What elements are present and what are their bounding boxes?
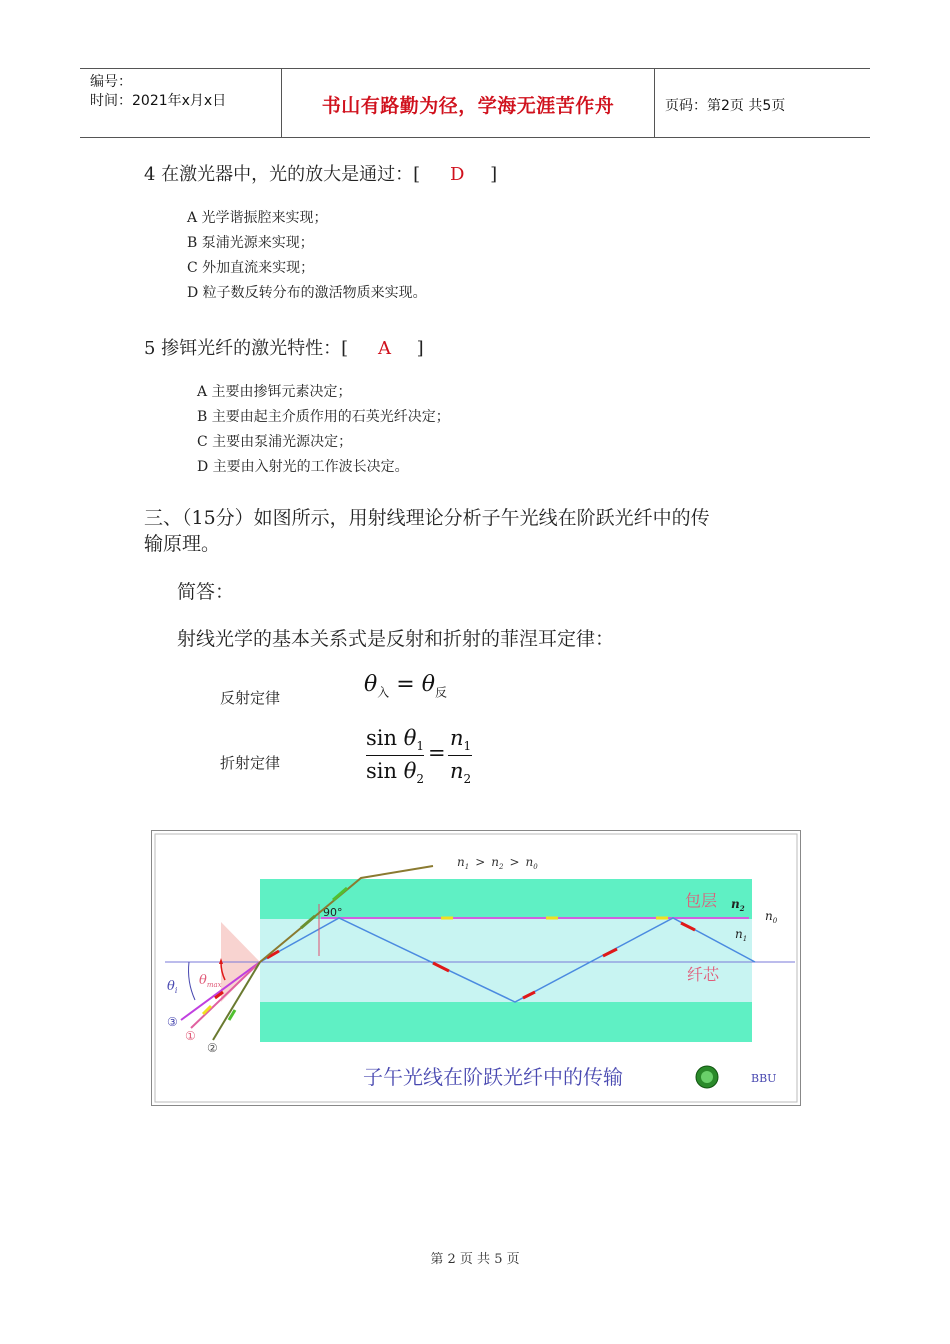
core-label: 纤芯 bbox=[687, 965, 720, 984]
q4-close: ] bbox=[490, 164, 498, 185]
equals-sign: = bbox=[396, 672, 415, 697]
subscript: 0 bbox=[533, 863, 538, 871]
q5-stem bbox=[144, 334, 424, 360]
q5-answer: A bbox=[377, 338, 391, 359]
header-motto: 书山有路勤为径，学海无涯苦作舟 bbox=[321, 95, 615, 117]
n-symbol: n bbox=[731, 897, 740, 911]
q5-close: ] bbox=[416, 338, 424, 359]
subscript: 反 bbox=[434, 685, 447, 700]
n-symbol: n bbox=[735, 927, 743, 941]
brand-label: BBU bbox=[751, 1072, 777, 1085]
n-symbol: n bbox=[765, 909, 773, 923]
q5-option: A 主要由掺铒元素决定； bbox=[197, 384, 352, 400]
answer-label: 简答： bbox=[177, 581, 235, 603]
subscript: 1 bbox=[742, 935, 748, 943]
ray-label-1: ① bbox=[185, 1029, 196, 1043]
n-symbol: n bbox=[450, 726, 464, 750]
reflection-formula bbox=[364, 672, 447, 700]
q4-stem bbox=[144, 160, 497, 186]
refraction-formula bbox=[364, 724, 474, 790]
angle-90-label: 90° bbox=[323, 906, 343, 919]
play-button-highlight bbox=[701, 1071, 713, 1083]
time-label: 时间：2021年x月x日 bbox=[90, 93, 227, 109]
theta-symbol: θ bbox=[364, 672, 378, 697]
theta-symbol: θ bbox=[421, 672, 435, 697]
sin-text: sin bbox=[366, 726, 398, 750]
equals-sign: = bbox=[428, 741, 446, 765]
ray-label-3: ③ bbox=[167, 1015, 178, 1029]
header-left bbox=[90, 73, 226, 111]
q4-answer: D bbox=[449, 164, 465, 185]
subscript: 1 bbox=[464, 863, 470, 871]
section3-title bbox=[144, 505, 710, 557]
gt-sign: > bbox=[509, 855, 520, 869]
q4-option: D 粒子数反转分布的激活物质来实现。 bbox=[187, 285, 427, 301]
reflection-label: 反射定律 bbox=[220, 689, 281, 707]
n-symbol: n bbox=[491, 855, 499, 869]
denominator-left bbox=[366, 759, 424, 786]
ray-label-2: ② bbox=[207, 1041, 218, 1055]
n-symbol: n bbox=[450, 759, 464, 783]
sin-text: sin bbox=[366, 759, 398, 783]
numerator-right bbox=[450, 726, 471, 753]
page-footer: 第 2 页 共 5 页 bbox=[430, 1252, 520, 1267]
header-page-info: 页码：第2页 共5页 bbox=[665, 98, 786, 114]
theta-symbol: θ bbox=[403, 759, 417, 783]
subscript: 1 bbox=[463, 739, 472, 754]
fiber-figure bbox=[151, 830, 801, 1106]
q4-option: B 泵浦光源来实现； bbox=[187, 235, 314, 251]
subscript: 2 bbox=[499, 863, 504, 871]
figure-caption: 子午光线在阶跃光纤中的传输 bbox=[363, 1065, 623, 1089]
section3-line1: 三、（15分）如图所示，用射线理论分析子午光线在阶跃光纤中的传 bbox=[144, 507, 710, 529]
q4-options bbox=[187, 206, 427, 306]
cladding-label: 包层 bbox=[685, 891, 718, 910]
n-symbol: n bbox=[525, 855, 534, 869]
theta-symbol: θ bbox=[199, 973, 207, 988]
subscript: 2 bbox=[739, 904, 745, 913]
q4-option: C 外加直流来实现； bbox=[187, 260, 315, 276]
fiber-core bbox=[260, 919, 752, 1002]
q4-stem-text: 4 在激光器中，光的放大是通过：[ bbox=[144, 164, 421, 185]
q5-option: B 主要由起主介质作用的石英光纤决定； bbox=[197, 409, 450, 425]
theta-symbol: θ bbox=[167, 979, 175, 994]
fraction-bar bbox=[448, 755, 472, 756]
q5-stem-text: 5 掺铒光纤的激光特性：[ bbox=[144, 338, 349, 359]
denominator-right bbox=[450, 759, 471, 786]
n-symbol: n bbox=[457, 855, 465, 869]
subscript: 入 bbox=[377, 685, 390, 700]
subscript: i bbox=[174, 986, 178, 995]
q5-options bbox=[197, 380, 450, 480]
q5-option: D 主要由入射光的工作波长决定。 bbox=[197, 459, 409, 475]
subscript: 2 bbox=[416, 772, 425, 787]
header-divider bbox=[654, 69, 655, 137]
page-header bbox=[80, 68, 870, 138]
subscript: 2 bbox=[463, 772, 472, 787]
gt-sign: > bbox=[475, 855, 486, 869]
subscript: 0 bbox=[772, 917, 778, 925]
theta-symbol: θ bbox=[403, 726, 417, 750]
section3-line2: 输原理。 bbox=[144, 533, 221, 555]
subscript: max bbox=[206, 981, 222, 989]
fraction-bar bbox=[366, 755, 424, 756]
intro-text: 射线光学的基本关系式是反射和折射的菲涅耳定律： bbox=[177, 628, 615, 650]
numerator-left bbox=[366, 726, 424, 753]
refraction-label: 折射定律 bbox=[220, 754, 281, 772]
q4-option: A 光学谐振腔来实现； bbox=[187, 210, 328, 226]
q5-option: C 主要由泵浦光源决定； bbox=[197, 434, 353, 450]
cladding-bottom bbox=[260, 1002, 752, 1042]
subscript: 1 bbox=[416, 739, 425, 754]
number-label: 编号： bbox=[90, 74, 132, 90]
